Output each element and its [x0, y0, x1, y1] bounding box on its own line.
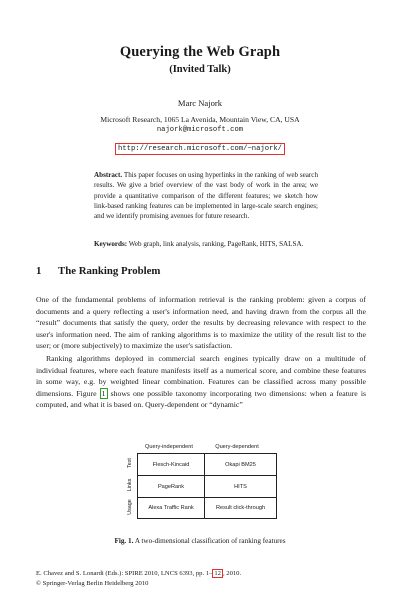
row-label-text: Text: [127, 458, 133, 468]
abstract-label: Abstract.: [94, 171, 123, 179]
paragraph-2: [36, 353, 366, 411]
author-url-link[interactable]: http://research.microsoft.com/~najork/: [115, 143, 285, 155]
paragraph-2-start: Ranking algorithms deployed in commercial search engines typically draw on a multitude of individual features, where each feature manifests itself as a numerical score, and combine these features in some way, e.g. by weighted linear combination. Features can be classified across many possible dimensions. Figure: [36, 354, 366, 398]
abstract: [94, 170, 318, 221]
figure-caption-text: A two-dimensional classification of ranking features: [134, 537, 286, 545]
figure-caption-label: Fig. 1.: [114, 537, 134, 545]
figure-caption: [0, 537, 400, 545]
cell-alexa-traffic-rank: Alexa Traffic Rank: [148, 505, 194, 511]
col-header-query-dependent: Query-dependent: [215, 444, 259, 450]
col-header-query-independent: Query-independent: [145, 444, 193, 450]
section-heading: [36, 265, 160, 277]
row-label-links: Links: [127, 478, 133, 492]
cell-hits: HITS: [234, 483, 247, 490]
keywords: [94, 239, 318, 249]
paper-subtitle: (Invited Talk): [169, 64, 231, 75]
section-number: 1: [36, 265, 42, 277]
cell-pagerank: PageRank: [157, 483, 185, 490]
author-affiliation: Microsoft Research, 1065 La Avenida, Mountain View, CA, USA: [100, 115, 300, 124]
cell-flesch-kincaid: Flesch-Kincaid: [152, 461, 190, 468]
cell-result-click-through: Result click-through: [215, 505, 266, 511]
section-title: The Ranking Problem: [58, 265, 161, 277]
abstract-text: This paper focuses on using hyperlinks in the ranking of web search results. We give a brief overview of the vast body of work in the area; we provide a quantitative comparison of the different features; we sketch how link-based ranking features can be implemented in large-scale search engines; and we identify promising avenues for future research.: [94, 171, 318, 221]
url-row: [0, 137, 400, 155]
cell-okapi-bm25: Okapi BM25: [225, 461, 256, 468]
figure-reference-link[interactable]: 1: [101, 388, 106, 398]
paragraph-1: One of the fundamental problems of information retrieval is the ranking problem: given a corpus of documents and a query reflecting a user's information need, and having drawn from the corpus all the “result” documents that satisfy the query, order the results by decreasing relevance with respect to the user's information need. The aim of ranking algorithms is to maximize the utility of the result list to the user; or (more subjectively) to maximize the user's satisfaction.: [36, 295, 366, 350]
keywords-label: Keywords:: [94, 240, 128, 248]
author-name: Marc Najork: [177, 98, 223, 108]
footer-copyright: © Springer-Verlag Berlin Heidelberg 2010: [36, 580, 149, 587]
page-range-link[interactable]: 12: [214, 570, 221, 577]
keywords-text: Web graph, link analysis, ranking, PageRank, HITS, SALSA.: [128, 240, 304, 248]
paragraph-2-end: shows one possible taxonomy incorporating two dimensions: when a feature is computed, and what it is based on. Query-dependent or “dynamic”: [36, 388, 366, 409]
author-email: najork@microsoft.com: [156, 126, 244, 134]
footer-citation-end: , 2010.: [222, 570, 242, 577]
figure-taxonomy-table: [117, 444, 287, 520]
paper-title: Querying the Web Graph: [119, 44, 281, 60]
footer-citation-start: E. Chavez and S. Lonardi (Eds.): SPIRE 2010, LNCS 6393, pp. 1–: [36, 570, 213, 577]
classification-grid: [137, 453, 277, 519]
row-label-usage: Usage: [127, 499, 133, 515]
footer-citation: [36, 570, 241, 577]
